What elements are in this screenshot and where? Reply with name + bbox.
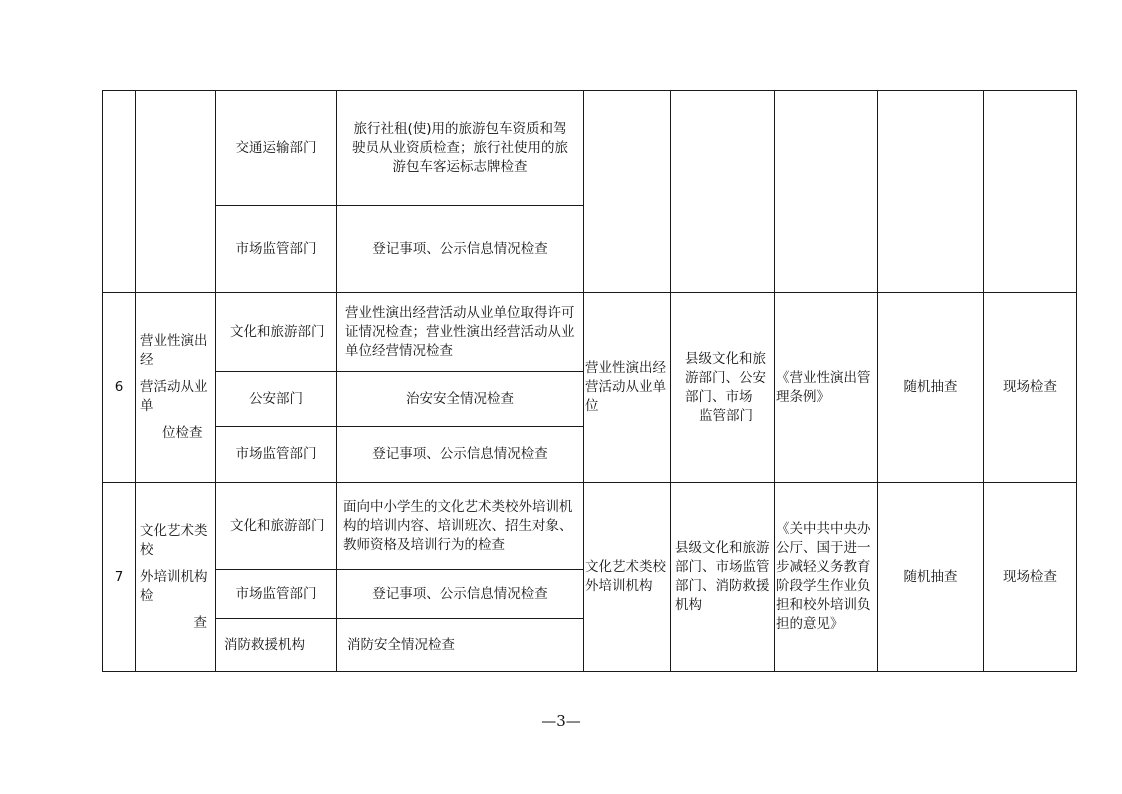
table-row bbox=[103, 293, 1077, 372]
agency-cell: 市场监管部门 bbox=[216, 427, 337, 483]
table-row bbox=[103, 91, 1077, 206]
content-cell: 治安安全情况检查 bbox=[337, 372, 584, 427]
agency-cell: 文化和旅游部门 bbox=[216, 293, 337, 372]
object-cell: 营业性演出经营活动从业单位 bbox=[584, 293, 671, 483]
agency-cell: 公安部门 bbox=[216, 372, 337, 427]
item-name-line: 查 bbox=[193, 614, 207, 631]
item-name-line: 营业性演出经 bbox=[140, 333, 208, 368]
joint-dept-line: 监管部门 bbox=[699, 407, 753, 424]
content-cell: 登记事项、公示信息情况检查 bbox=[337, 427, 584, 483]
agency-cell: 文化和旅游部门 bbox=[216, 483, 337, 570]
page-number: —3— bbox=[541, 712, 581, 730]
agency-cell: 交通运输部门 bbox=[216, 91, 337, 206]
inspection-cell bbox=[984, 91, 1077, 293]
agency-cell: 市场监管部门 bbox=[216, 206, 337, 293]
item-name-line: 外培训机构检 bbox=[140, 568, 208, 604]
row-number-cell bbox=[103, 91, 136, 293]
object-cell bbox=[584, 91, 671, 293]
inspection-cell: 现场检查 bbox=[984, 293, 1077, 483]
content-cell: 登记事项、公示信息情况检查 bbox=[337, 570, 584, 619]
method-cell bbox=[878, 91, 984, 293]
row-number-cell: 7 bbox=[103, 483, 136, 672]
method-cell: 随机抽查 bbox=[878, 293, 984, 483]
agency-cell: 消防救援机构 bbox=[216, 619, 337, 672]
row-number-cell: 6 bbox=[103, 293, 136, 483]
content-cell: 面向中小学生的文化艺术类校外培训机构的培训内容、培训班次、招生对象、教师资格及培训行为的检查 bbox=[337, 483, 584, 570]
table-row bbox=[103, 483, 1077, 570]
basis-cell: 《关中共中央办公厅、国于进一步减轻义务教育阶段学生作业负担和校外培训负担的意见》 bbox=[775, 483, 878, 672]
content-cell: 旅行社租(使)用的旅游包车资质和驾驶员从业资质检查；旅行社使用的旅游包车客运标志牌检查 bbox=[337, 91, 584, 206]
joint-dept-cell bbox=[671, 293, 775, 483]
content-cell: 营业性演出经营活动从业单位取得许可证情况检查；营业性演出经营活动从业单位经营情况检查 bbox=[337, 293, 584, 372]
inspection-table bbox=[102, 90, 1077, 672]
item-name-line: 营活动从业单 bbox=[140, 379, 208, 414]
content-cell: 登记事项、公示信息情况检查 bbox=[337, 206, 584, 293]
agency-cell: 市场监管部门 bbox=[216, 570, 337, 619]
item-name-cell bbox=[136, 483, 216, 672]
method-cell: 随机抽查 bbox=[878, 483, 984, 672]
basis-cell bbox=[775, 91, 878, 293]
inspection-cell: 现场检查 bbox=[984, 483, 1077, 672]
item-name-cell bbox=[136, 91, 216, 293]
joint-dept-cell: 县级文化和旅游部门、市场监管部门、消防救援机构 bbox=[671, 483, 775, 672]
joint-dept-cell bbox=[671, 91, 775, 293]
item-name-line: 位检查 bbox=[162, 425, 203, 441]
item-name-cell bbox=[136, 293, 216, 483]
object-cell: 文化艺术类校外培训机构 bbox=[584, 483, 671, 672]
joint-dept-line: 县级文化和旅游部门、公安部门、市场 bbox=[685, 350, 766, 405]
item-name-line: 文化艺术类校 bbox=[140, 522, 208, 558]
content-cell: 消防安全情况检查 bbox=[337, 619, 584, 672]
basis-cell: 《营业性演出管理条例》 bbox=[775, 293, 878, 483]
